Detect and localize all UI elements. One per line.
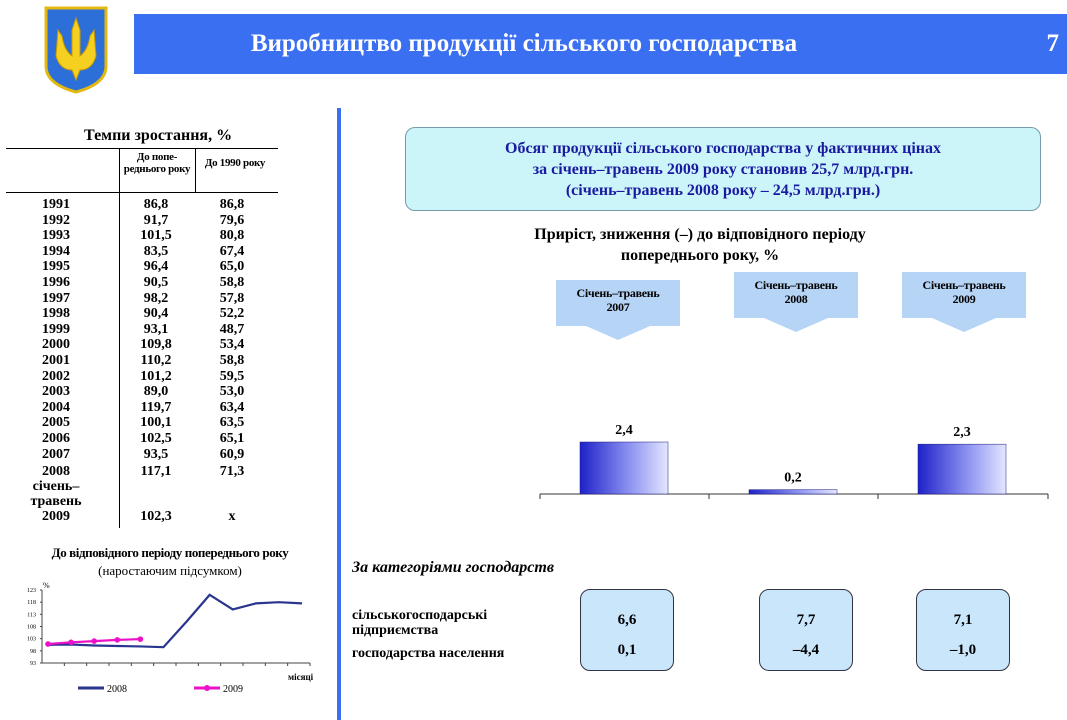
- x-unit-label: місяці: [288, 672, 314, 682]
- series-point: [45, 641, 51, 647]
- year-1990-cell: 86,8: [219, 197, 245, 212]
- series-line-2008: [48, 595, 302, 647]
- year-1990-cell: 58,8: [219, 275, 245, 290]
- year-cell: 2007: [42, 446, 70, 462]
- year-cell: 1995: [42, 259, 70, 275]
- year-1990-cell: 52,2: [219, 306, 245, 322]
- prev-year-cell: 117,1: [140, 464, 172, 480]
- enterprises-value: 7,1: [953, 612, 973, 628]
- categories-title: За категоріями господарств: [352, 559, 554, 576]
- year-1990-cell: 53,4: [219, 337, 245, 353]
- year-1990-cell: 80,8: [219, 228, 245, 244]
- bar: [749, 490, 837, 494]
- legend-marker-2009: [204, 685, 210, 691]
- prev-year-cell: 119,7: [140, 399, 172, 415]
- series-point: [114, 637, 120, 643]
- bar-value-label: 2,3: [953, 425, 971, 441]
- year-line: 2009: [42, 508, 70, 524]
- growth-bar-chart: [530, 410, 1060, 520]
- year-1990-cell: 63,4: [219, 399, 245, 415]
- table-col-divider: [195, 148, 196, 192]
- info-line-1: Обсяг продукції сільського господарства у фактичних цінах: [505, 140, 941, 157]
- year-1990-cell: 53,0: [219, 384, 245, 400]
- year-cell: 2001: [42, 353, 70, 368]
- year-cell: 2006: [42, 431, 70, 446]
- year-1990-cell: 67,4: [219, 243, 245, 259]
- coat-of-arms-icon: [44, 6, 108, 94]
- year-cell: [26, 479, 86, 524]
- column-header-1990: До 1990 року: [204, 157, 266, 169]
- year-1990-cell: 58,8: [219, 353, 245, 368]
- bar-value-label: 0,2: [784, 470, 802, 486]
- page-title: Виробництво продукції сільського господарства: [250, 30, 798, 57]
- year-cell: 2003: [42, 384, 70, 400]
- category-box-2008: [759, 589, 853, 671]
- prev-year-cell: 89,0: [143, 384, 169, 400]
- prev-year-cell: 110,2: [140, 353, 172, 368]
- period-arrow-icon: [586, 326, 650, 340]
- info-box: [405, 127, 1041, 211]
- households-value: –1,0: [949, 642, 977, 658]
- label-enterprises-line-1: сільськогосподарські: [352, 608, 488, 623]
- year-cell: 2008: [42, 464, 70, 480]
- bar: [918, 444, 1006, 494]
- year-1990-cell: 48,7: [219, 321, 245, 337]
- prev-year-cell: 86,8: [143, 197, 169, 212]
- period-label-2007: [556, 280, 680, 326]
- year-cell: 2005: [42, 415, 70, 431]
- prev-year-cell: 102,5: [140, 431, 172, 446]
- growth-chart-title: [440, 224, 960, 266]
- year-cell: 1998: [42, 306, 70, 322]
- series-point: [138, 636, 144, 642]
- prev-year-cell: 91,7: [143, 212, 169, 228]
- year-1990-cell: 59,5: [219, 368, 245, 384]
- year-1990-cell: 65,1: [219, 431, 245, 446]
- year-cell: 1997: [42, 290, 70, 306]
- y-unit-label: %: [43, 581, 50, 590]
- mini-chart-title: До відповідного періоду попереднього року: [51, 545, 289, 560]
- year-cell: 1993: [42, 228, 70, 244]
- info-line-2: за січень–травень 2009 року становив 25,7 млрд.грн.: [532, 161, 914, 178]
- year-cell: 2000: [42, 337, 70, 353]
- period-label-line-1: Січень–травень: [922, 278, 1006, 292]
- series-point: [91, 638, 97, 644]
- period-label-line-2: 2009: [952, 292, 976, 306]
- year-cell: 1992: [42, 212, 70, 228]
- legend-label-2009: 2009: [223, 684, 243, 695]
- prev-year-cell: 93,1: [143, 321, 169, 337]
- households-value: –4,4: [792, 642, 820, 658]
- bar: [580, 442, 668, 494]
- y-tick-label: 118: [27, 600, 36, 607]
- prev-year-cell: 102,3: [140, 508, 172, 524]
- y-tick-label: 113: [27, 612, 36, 619]
- year-cell: 1994: [42, 243, 70, 259]
- year-cell: 1996: [42, 275, 70, 290]
- growth-chart-title-line-1: Приріст, зниження (–) до відповідного періоду: [534, 226, 866, 243]
- prev-year-cell: 83,5: [143, 243, 169, 259]
- category-box-2007: [580, 589, 674, 671]
- label-enterprises-line-2: підприємства: [352, 623, 439, 638]
- growth-table-title: Темпи зростання, %: [84, 127, 233, 144]
- prev-year-cell: 100,1: [140, 415, 172, 431]
- y-tick-label: 108: [27, 624, 36, 631]
- year-1990-cell: 63,5: [219, 415, 245, 431]
- year-1990-cell: 57,8: [219, 290, 245, 306]
- year-1990-cell: 71,3: [219, 464, 245, 480]
- column-header-prev: До попе-реднього року: [123, 151, 191, 175]
- period-label-line-2: 2007: [606, 300, 630, 314]
- vertical-divider: [337, 108, 341, 720]
- prev-year-cell: 109,8: [140, 337, 172, 353]
- growth-chart-title-line-2: попереднього року, %: [620, 247, 780, 264]
- year-cell: 1991: [42, 197, 70, 212]
- period-label-line-1: Січень–травень: [576, 286, 660, 300]
- households-value: 0,1: [617, 642, 637, 658]
- year-cell: 1999: [42, 321, 70, 337]
- y-tick-label: 93: [30, 661, 36, 667]
- year-line: січень–: [32, 478, 80, 494]
- year-cell: 2004: [42, 399, 70, 415]
- year-1990-cell: 65,0: [219, 259, 245, 275]
- prev-year-cell: 93,5: [143, 446, 169, 462]
- prev-year-cell: 90,4: [143, 306, 169, 322]
- period-arrow-icon: [932, 318, 996, 332]
- year-1990-cell: 60,9: [219, 446, 245, 462]
- y-tick-label: 98: [30, 648, 36, 655]
- prev-year-cell: 101,5: [140, 228, 172, 244]
- period-label-line-2: 2008: [784, 292, 808, 306]
- legend-label-2008: 2008: [107, 684, 127, 695]
- info-line-3: (січень–травень 2008 року – 24,5 млрд.грн.): [565, 182, 881, 199]
- period-label-2008: [734, 272, 858, 318]
- category-box-2009: [916, 589, 1010, 671]
- prev-year-cell: 98,2: [143, 290, 169, 306]
- prev-year-cell: 90,5: [143, 275, 169, 290]
- series-point: [68, 640, 74, 646]
- prev-year-cell: 96,4: [143, 259, 169, 275]
- period-label-2009: [902, 272, 1026, 318]
- label-households: господарства населення: [352, 646, 505, 661]
- mini-line-chart: [0, 575, 330, 705]
- page-number: 7: [1046, 30, 1059, 57]
- year-1990-cell: x: [228, 508, 236, 524]
- year-line: травень: [30, 493, 82, 509]
- year-cell: 2002: [42, 368, 70, 384]
- label-enterprises: [352, 608, 487, 638]
- table-header-rule: [6, 192, 278, 193]
- period-arrow-icon: [764, 318, 828, 332]
- bar-value-label: 2,4: [615, 423, 633, 438]
- mini-chart-subtitle: (наростаючим підсумком): [98, 563, 242, 578]
- y-tick-label: 123: [27, 588, 36, 594]
- table-col-divider: [119, 148, 120, 528]
- table-top-rule: [6, 148, 278, 149]
- enterprises-value: 6,6: [617, 612, 637, 628]
- enterprises-value: 7,7: [796, 612, 816, 628]
- prev-year-cell: 101,2: [140, 368, 172, 384]
- period-label-line-1: Січень–травень: [754, 278, 838, 292]
- y-tick-label: 103: [27, 636, 36, 643]
- year-1990-cell: 79,6: [219, 212, 245, 228]
